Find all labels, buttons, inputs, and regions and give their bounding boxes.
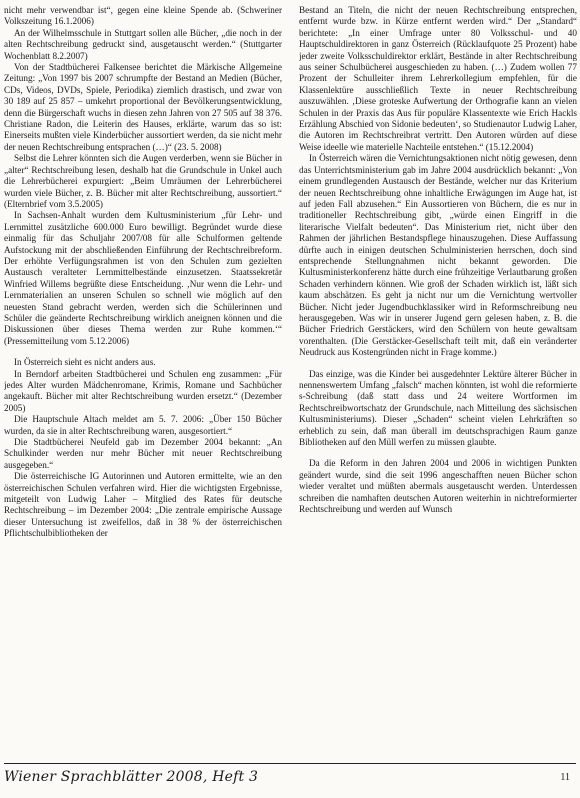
paragraph: Die Stadtbücherei Neufeld gab im Dezember 2004 bekannt: „An Schulkinder werden nur mehr Bücher mit neuer Rechtschreibung ausgegeben.“ xyxy=(4,437,282,470)
left-text-column xyxy=(4,5,282,757)
paragraph: nicht mehr verwendbar ist“, gegen eine kleine Spende ab. (Schweriner Volkszeitung 16.1.2006) xyxy=(4,5,282,27)
right-text-column xyxy=(299,5,577,757)
paragraph: In Österreich wären die Vernichtungsaktionen nicht nötig gewesen, denn das Unterrichtsministerium gab im Jahre 2004 ausdrücklich bekannt: „Von einem grundlegenden Austausch der Bestände, welcher nur das Kriterium der neuen Rechtschreibung ohne inhaltliche Erwägungen im Auge hat, ist auf jeden Fall abzusehen.“ Ein Aussortieren von Büchern, die es nur in traditioneller Rechtschreibung gibt, „würde einen Eingriff in die literarische Vielfalt bedeuten“. Das Ministerium riet, nicht über den Rahmen der jährlichen Bestandspflege hinauszugehen. Diese Auffassung dürfte auch in einigen deutschen Schulministerien herrschen, doch sind entsprechende Stellungnahmen nicht bekannt geworden. Die Kultusministerkonferenz hätte durch eine frühzeitige Verlautbarung großen Schaden verhindern können. Wie groß der Schaden wirklich ist, läßt sich kaum abschätzen. Es geht ja nicht nur um die Vernichtung wertvoller Bücher. Nicht jeder Jugendbuchklassiker wird in Reformschreibung neu herausgegeben. Was wir in unserer Jugend gern gelesen haben, z. B. die Bücher Friedrich Gerstäckers, wird den Schülern von heute gewaltsam vorenthalten. (Die Gerstäcker-Gesellschaft teilt mit, daß ein veränderter Neudruck aus Kostengründen nicht in Frage komme.) xyxy=(299,153,577,358)
paragraph: In Berndorf arbeiten Stadtbücherei und Schulen eng zusammen: „Für jedes Alter wurden Mädchenromane, Krimis, Romane und Sachbücher angekauft. Bücher mit alter Rechtschreibung wurden ersetzt.“ (Dezember 2005) xyxy=(4,368,282,413)
paragraph: Die Hauptschule Altach meldet am 5. 7. 2006: „Über 150 Bücher wurden, da sie in alter Rechtschreibung waren, ausgesortiert.“ xyxy=(4,414,282,436)
footer-rule xyxy=(4,763,576,764)
paragraph: Das einzige, was die Kinder bei ausgedehnter Lektüre älterer Bücher in nennenswertem Umfang „falsch“ machen könnten, ist wohl die reformierte s-Schreibung (daß statt dass und 24 weitere Wortformen im Rechtschreibwortschatz der Grundschule, nach Mitteilung des sächsischen Kultusministeriums). Dieser „Schaden“ scheint vielen Lehrkräften so erheblich zu sein, daß man überall im deutschsprachigen Raum ganze Bibliotheken auf den Müll werfen zu müssen glaubte. xyxy=(299,368,577,448)
paragraph: Selbst die Lehrer könnten sich die Augen verderben, wenn sie Bücher in „alter“ Rechtschreibung lesen, deshalb hat die Grundschule in Unkel auch die Lehrerbücherei expurgiert: „Beim Umräumen der Lehrerbücherei wurden viele Bücher, z. B. Bücher mit alter Rechtschreibung, aussortiert.“ (Elternbrief vom 3.5.2005) xyxy=(4,153,282,209)
paragraph: Da die Reform in den Jahren 2004 und 2006 in wichtigen Punkten geändert wurde, sind die seit 1996 angeschafften neuen Bücher schon wieder veraltet und müßten abermals ausgetauscht werden. Unterdessen schreiben die namhaften deutschen Autoren weiterhin in nichtreformierter Rechtschreibung und werden auf Wunsch xyxy=(299,458,577,515)
paragraph: In Österreich sieht es nicht anders aus. xyxy=(14,357,156,368)
paragraph: An der Wilhelmsschule in Stuttgart sollen alle Bücher, „die noch in der alten Rechtschreibung gedruckt sind, ausgetauscht werden.“ (Stuttgarter Wochenblatt 8.2.2007) xyxy=(4,27,282,61)
page-number: 11 xyxy=(560,772,570,783)
paragraph: Die österreichische IG Autorinnen und Autoren ermittelte, wie an den österreichischen Schulen verfahren wird. Hier die wichtigsten Ergebnisse, mitgeteilt von Ludwig Laher – Mitglied des Rates für deutsche Rechtschreibung – im Dezember 2004: „Die zentrale empirische Aussage dieser Untersuchung ist zweifellos, daß in 38 % der österreichischen Pflichtschulbibliotheken der xyxy=(4,471,282,539)
paragraph: Von der Stadtbücherei Falkensee berichtet die Märkische Allgemeine Zeitung: „Von 1997 bis 2007 schrumpfte der Bestand an Medien (Bücher, CDs, Videos, DVDs, Spiele, Periodika) ziemlich drastisch, und zwar von 30 189 auf 25 857 – umkehrt proportional der Bevölkerungsentwicklung, denn die Bürgerschaft wuchs in diesen zehn Jahren von 27 505 auf 38 376. Christiane Radon, die Leiterin des Hauses, erklärte, warum das so ist: Einerseits mußten viele Kinderbücher aussortiert werden, da sie nicht mehr der neuen Rechtschreibung entsprachen (…)“ (23. 5. 2008) xyxy=(4,62,282,152)
paragraph: Bestand an Titeln, die nicht der neuen Rechtschreibung entsprechen, entfernt wurde bzw. in Kürze entfernt werden wird.“ Der „Standard“ berichtete: „In einer Umfrage unter 80 Volksschul- und 40 Hauptschuldirektoren in ganz Österreich (Rücklaufquote 25 Prozent) habe jeder zweite Volksschuldirektor erklärt, Bestände in alter Rechtschreibung aus seiner Schulbücherei ausgeschieden zu haben. (…) Zudem wollen 77 Prozent der Schulleiter ihrem Lehrerkollegium empfehlen, für die Klassenlektüre ausschließlich Texte in neuer Rechtschreibung auszuwählen. ‚Diese groteske Aufwertung der Orthografie kann an vielen Schulen in der Praxis das Aus für populäre Klassentexte wie Erich Hackls Erzählung Abschied von Sidonie bedeuten‘, so Studienautor Ludwig Laher, die Autoren im Rechtschreibrat vertritt. Den Autoren würden auf diese Weise ideelle wie materielle Nachteile entstehen.“ (15.12.2004) xyxy=(299,5,577,152)
footer-publication-title: Wiener Sprachblätter 2008, Heft 3 xyxy=(4,769,259,785)
paragraph: In Sachsen-Anhalt wurden dem Kultusministerium „für Lehr- und Lernmittel zusätzliche 600.000 Euro bewilligt. Begründet wurde diese einmalig für das Schuljahr 2007/08 für alle Schulformen geltende Aufstockung mit der abschließenden Einführung der Rechtschreibreform. Der erhöhte Verfügungsrahmen ist von den Schulen zum gezielten Austausch veralteter Lernmittelbestände einzusetzen. Staatssekretär Winfried Willems begrüßte diese Entscheidung. ‚Nur wenn die Lehr- und Lernmaterialien an unseren Schulen so schnell wie möglich auf den neuesten Stand gebracht werden, werden sich die Schülerinnen und Schüler die geänderte Rechtschreibung wirklich aneignen können und die Diskussionen über dieses Thema werden zur Ruhe kommen.‘“ (Pressemitteilung vom 5.12.2006) xyxy=(4,210,282,346)
